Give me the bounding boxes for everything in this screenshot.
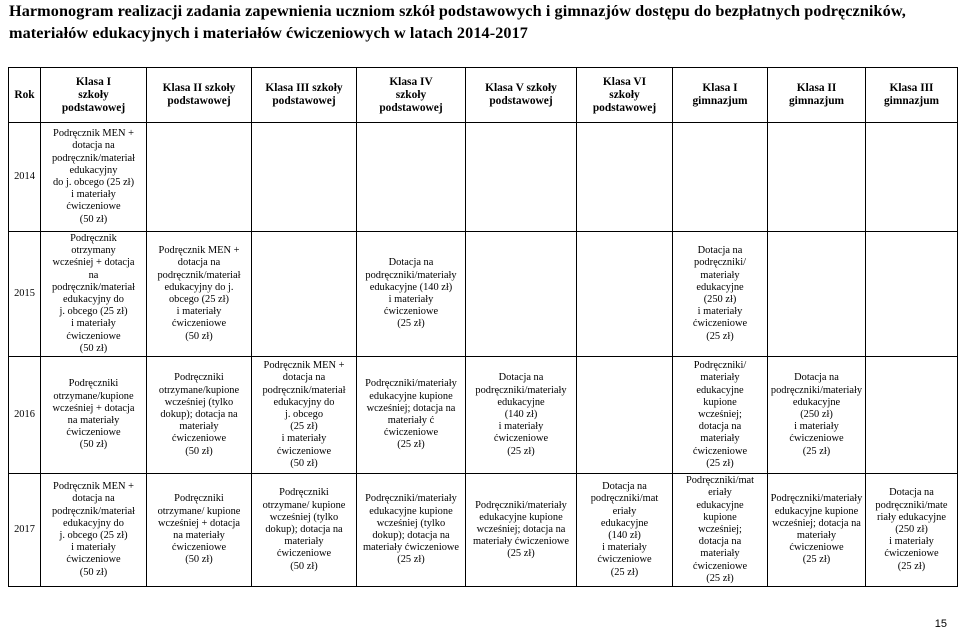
table-cell: Podręczniki/materiały edukacyjne kupione wcześniej; dotacja na materiały ć ćwiczeniowe (25 zł) (357, 357, 466, 474)
table-cell (577, 123, 673, 232)
table-cell: Podręczniki otrzymane/kupione wcześniej + dotacja na materiały ćwiczeniowe (50 zł) (41, 357, 147, 474)
table-cell: Dotacja na podręczniki/materiały edukacyjne (140 zł) i materiały ćwiczeniowe (25 zł) (466, 357, 577, 474)
header-class-2: Klasa II szkoły podstawowej (147, 68, 252, 123)
table-cell: Podręczniki/materiały edukacyjne kupione wcześniej; dotacja na materiały ćwiczeniowe (25 zł) (466, 474, 577, 587)
table-cell: Podręcznik MEN + dotacja na podręcznik/materiał edukacyjny do j. obcego (25 zł) i materiały ćwiczeniowe (50 zł) (41, 474, 147, 587)
header-row (9, 68, 958, 123)
schedule-table (8, 67, 958, 587)
table-cell (866, 232, 958, 357)
table-cell: Podręczniki/mat eriały edukacyjne kupione wcześniej; dotacja na materiały ćwiczeniowe (25 zł) (673, 474, 768, 587)
table-cell (252, 232, 357, 357)
document-title: Harmonogram realizacji zadania zapewnienia uczniom szkół podstawowych i gimnazjów dostępu do bezpłatnych podręczników, materiałów edukacyjnych i materiałów ćwiczeniowych w latach 2014-2017 (9, 2, 906, 42)
year-cell: 2014 (9, 123, 41, 232)
table-cell: Dotacja na podręczniki/mat eriały edukacyjne (140 zł) i materiały ćwiczeniowe (25 zł) (577, 474, 673, 587)
header-year: Rok (9, 68, 41, 123)
year-cell: 2017 (9, 474, 41, 587)
year-cell: 2015 (9, 232, 41, 357)
table-cell (768, 232, 866, 357)
table-cell (577, 232, 673, 357)
table-cell: Podręcznik MEN + dotacja na podręcznik/materiał edukacyjny do j. obcego (25 zł) i materiały ćwiczeniowe (50 zł) (147, 232, 252, 357)
table-row (9, 232, 958, 357)
table-cell: Dotacja na podręczniki/materiały edukacyjne (250 zł) i materiały ćwiczeniowe (25 zł) (768, 357, 866, 474)
table-cell: Podręczniki otrzymane/ kupione wcześniej (tylko dokup); dotacja na materiały ćwiczeniowe (50 zł) (252, 474, 357, 587)
page-number: 15 (934, 618, 947, 630)
header-class-4: Klasa IV szkoły podstawowej (357, 68, 466, 123)
header-class-8: Klasa II gimnazjum (768, 68, 866, 123)
table-cell: Podręcznik MEN + dotacja na podręcznik/materiał edukacyjny do j. obcego (25 zł) i materiały ćwiczeniowe (50 zł) (252, 357, 357, 474)
table-cell (357, 123, 466, 232)
table-cell: Dotacja na podręczniki/materiały edukacyjne (140 zł) i materiały ćwiczeniowe (25 zł) (357, 232, 466, 357)
table-cell: Podręcznik otrzymany wcześniej + dotacja na podręcznik/materiał edukacyjny do j. obcego (25 zł) i materiały ćwiczeniowe (50 zł) (41, 232, 147, 357)
table-cell: Podręczniki otrzymane/ kupione wcześniej + dotacja na materiały ćwiczeniowe (50 zł) (147, 474, 252, 587)
table-cell: Podręczniki/materiały edukacyjne kupione wcześniej; dotacja na materiały ćwiczeniowe (25 zł) (768, 474, 866, 587)
table-cell: Podręczniki/materiały edukacyjne kupione wcześniej (tylko dokup); dotacja na materiały ćwiczeniowe (25 zł) (357, 474, 466, 587)
table-cell: Dotacja na podręczniki/mate riały edukacyjne (250 zł) i materiały ćwiczeniowe (25 zł) (866, 474, 958, 587)
header-class-7: Klasa I gimnazjum (673, 68, 768, 123)
table-cell: Podręczniki/ materiały edukacyjne kupione wcześniej; dotacja na materiały ćwiczeniowe (25 zł) (673, 357, 768, 474)
header-class-5: Klasa V szkoły podstawowej (466, 68, 577, 123)
table-row (9, 123, 958, 232)
header-class-3: Klasa III szkoły podstawowej (252, 68, 357, 123)
table-cell (252, 123, 357, 232)
table-cell: Dotacja na podręczniki/ materiały edukacyjne (250 zł) i materiały ćwiczeniowe (25 zł) (673, 232, 768, 357)
table-row (9, 474, 958, 587)
table-cell (768, 123, 866, 232)
table-cell (147, 123, 252, 232)
table-cell (466, 123, 577, 232)
year-cell: 2016 (9, 357, 41, 474)
table-row (9, 357, 958, 474)
header-class-6: Klasa VI szkoły podstawowej (577, 68, 673, 123)
table-cell (673, 123, 768, 232)
table-cell: Podręcznik MEN + dotacja na podręcznik/materiał edukacyjny do j. obcego (25 zł) i materiały ćwiczeniowe (50 zł) (41, 123, 147, 232)
table-cell: Podręczniki otrzymane/kupione wcześniej (tylko dokup); dotacja na materiały ćwiczeniowe (50 zł) (147, 357, 252, 474)
table-cell (866, 357, 958, 474)
header-class-9: Klasa III gimnazjum (866, 68, 958, 123)
header-class-1: Klasa I szkoły podstawowej (41, 68, 147, 123)
table-cell (866, 123, 958, 232)
table-cell (466, 232, 577, 357)
table-cell (577, 357, 673, 474)
